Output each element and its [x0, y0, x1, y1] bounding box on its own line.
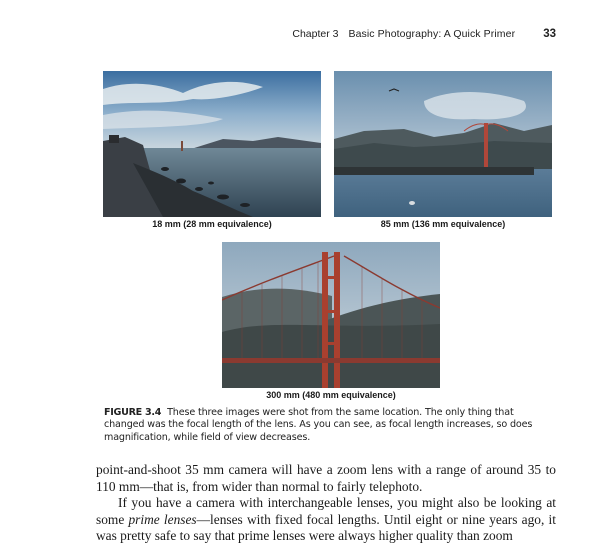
figure-label: FIGURE 3.4 — [104, 407, 162, 418]
body-paragraph-2 — [96, 495, 556, 545]
chapter-label: Chapter 3 — [292, 28, 339, 40]
body-emphasis-prime-lenses: prime lenses — [128, 511, 197, 527]
chapter-title: Basic Photography: A Quick Primer — [348, 28, 516, 40]
page-number: 33 — [543, 28, 556, 40]
body-paragraph-1: point-and-shoot 35 mm camera will have a zoom lens with a range of around 35 to 110 mm—that is, from wider than normal to fairly telephoto. — [96, 462, 556, 494]
figure-caption-text: These three images were shot from the same location. The only thing that changed was the focal length of the lens. As you can see, as focal length increases, so does magnification, while field of view decreases. — [104, 407, 533, 443]
body-paragraph-2-end: —lenses with fixed focal lengths. Until eight or nine years ago, it was pretty safe to say that prime lenses were always higher quality than zoom — [96, 511, 556, 544]
photo-85mm-caption: 85 mm (136 mm equivalence) — [380, 219, 506, 229]
figure-caption — [104, 407, 554, 444]
body-text — [96, 462, 556, 545]
running-head — [292, 28, 556, 40]
photo-18mm — [103, 71, 321, 217]
photo-300mm-caption: 300 mm (480 mm equivalence) — [266, 390, 396, 400]
body-paragraph-2-start: If you have a camera with interchangeable lenses, you might also be looking at some — [96, 495, 556, 527]
photo-300mm — [222, 242, 440, 388]
photo-18mm-caption: 18 mm (28 mm equivalence) — [152, 219, 272, 229]
photo-85mm — [334, 71, 552, 217]
